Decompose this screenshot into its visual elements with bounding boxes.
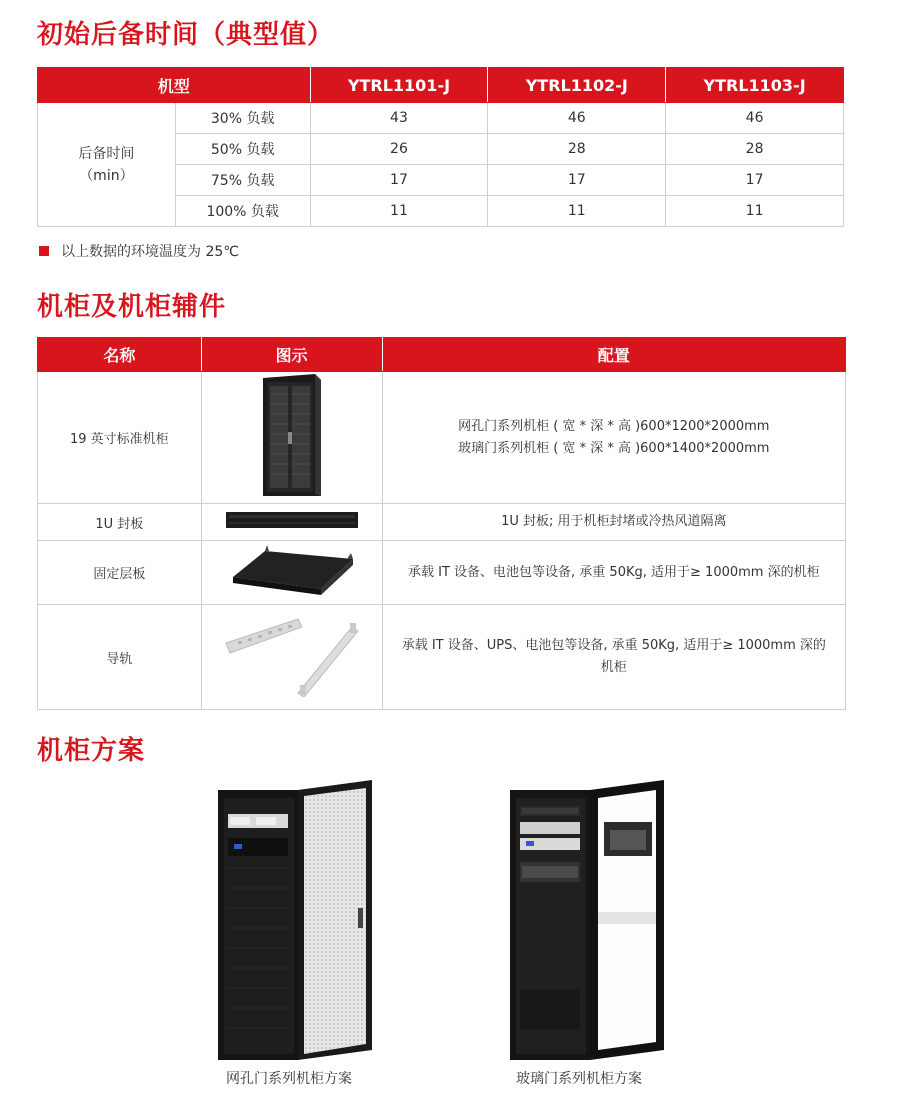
cabinet-solution-title: 机柜方案 — [37, 736, 146, 766]
rail-image — [201, 605, 382, 710]
header-model-1: YTRL1101-J — [310, 68, 488, 103]
item-name: 固定层板 — [38, 541, 202, 605]
load-cell: 75% 负载 — [175, 165, 310, 196]
cabinet-solutions — [0, 778, 900, 1096]
glass-door-cabinet-svg — [508, 778, 668, 1062]
item-name: 19 英寸标准机柜 — [38, 372, 202, 504]
value-cell: 46 — [488, 103, 666, 134]
table-row — [38, 372, 846, 504]
table-header-row — [38, 338, 846, 372]
cabinet-accessories-title: 机柜及机柜辅件 — [37, 292, 227, 322]
table-row — [38, 605, 846, 710]
header-config: 配置 — [382, 338, 845, 372]
header-model-2: YTRL1102-J — [488, 68, 666, 103]
load-cell: 50% 负载 — [175, 134, 310, 165]
bullet-square-icon — [39, 246, 49, 256]
solution-caption: 网孔门系列机柜方案 — [226, 1071, 352, 1087]
value-cell: 11 — [488, 196, 666, 227]
item-config — [382, 605, 845, 710]
item-config — [382, 504, 845, 541]
blanking-panel-svg — [225, 510, 359, 530]
header-model: 机型 — [38, 68, 311, 103]
mesh-door-cabinet-image — [216, 778, 376, 1087]
load-cell: 100% 负载 — [175, 196, 310, 227]
value-cell: 26 — [310, 134, 488, 165]
value-cell: 28 — [488, 134, 666, 165]
temperature-note-text: 以上数据的环境温度为 25℃ — [61, 244, 239, 260]
table-header-row — [38, 68, 844, 103]
item-name: 导轨 — [38, 605, 202, 710]
glass-door-cabinet-image — [508, 778, 668, 1087]
header-model-3: YTRL1103-J — [666, 68, 844, 103]
blanking-panel-image — [201, 504, 382, 541]
value-cell: 17 — [488, 165, 666, 196]
config-line: 1U 封板; 用于机柜封堵或冷热风道隔离 — [501, 514, 727, 529]
standard-cabinet-image — [201, 372, 382, 504]
config-line: 玻璃门系列机柜 ( 宽 * 深 * 高 )600*1400*2000mm — [458, 440, 770, 456]
value-cell: 17 — [310, 165, 488, 196]
backup-time-label-line1: 后备时间 — [78, 145, 135, 162]
backup-time-table — [37, 67, 844, 227]
header-image: 图示 — [201, 338, 382, 372]
mesh-door-cabinet-svg — [216, 778, 376, 1062]
value-cell: 43 — [310, 103, 488, 134]
load-cell: 30% 负载 — [175, 103, 310, 134]
value-cell: 11 — [666, 196, 844, 227]
solution-caption: 玻璃门系列机柜方案 — [516, 1071, 642, 1087]
item-config — [382, 372, 845, 504]
item-name: 1U 封板 — [38, 504, 202, 541]
header-name: 名称 — [38, 338, 202, 372]
config-line: 承载 IT 设备、UPS、电池包等设备, 承重 50Kg, 适用于≥ 1000mm 深的 — [401, 638, 826, 653]
item-config — [382, 541, 845, 605]
value-cell: 11 — [310, 196, 488, 227]
backup-time-label-line2: （min） — [79, 167, 134, 184]
temperature-note — [39, 241, 239, 261]
config-line: 机柜 — [600, 660, 627, 675]
fixed-shelf-image — [201, 541, 382, 605]
cabinet-accessories-table — [37, 337, 846, 710]
config-line: 网孔门系列机柜 ( 宽 * 深 * 高 )600*1200*2000mm — [458, 418, 770, 434]
cabinet-svg — [257, 374, 327, 498]
value-cell: 17 — [666, 165, 844, 196]
backup-time-label — [38, 103, 176, 227]
fixed-shelf-svg — [227, 545, 357, 597]
value-cell: 28 — [666, 134, 844, 165]
config-line: 承载 IT 设备、电池包等设备, 承重 50Kg, 适用于≥ 1000mm 深的机柜 — [408, 564, 820, 580]
table-row — [38, 103, 844, 134]
table-row — [38, 504, 846, 541]
backup-time-title: 初始后备时间（典型值） — [37, 20, 335, 50]
rail-svg — [222, 613, 362, 697]
table-row — [38, 541, 846, 605]
value-cell: 46 — [666, 103, 844, 134]
